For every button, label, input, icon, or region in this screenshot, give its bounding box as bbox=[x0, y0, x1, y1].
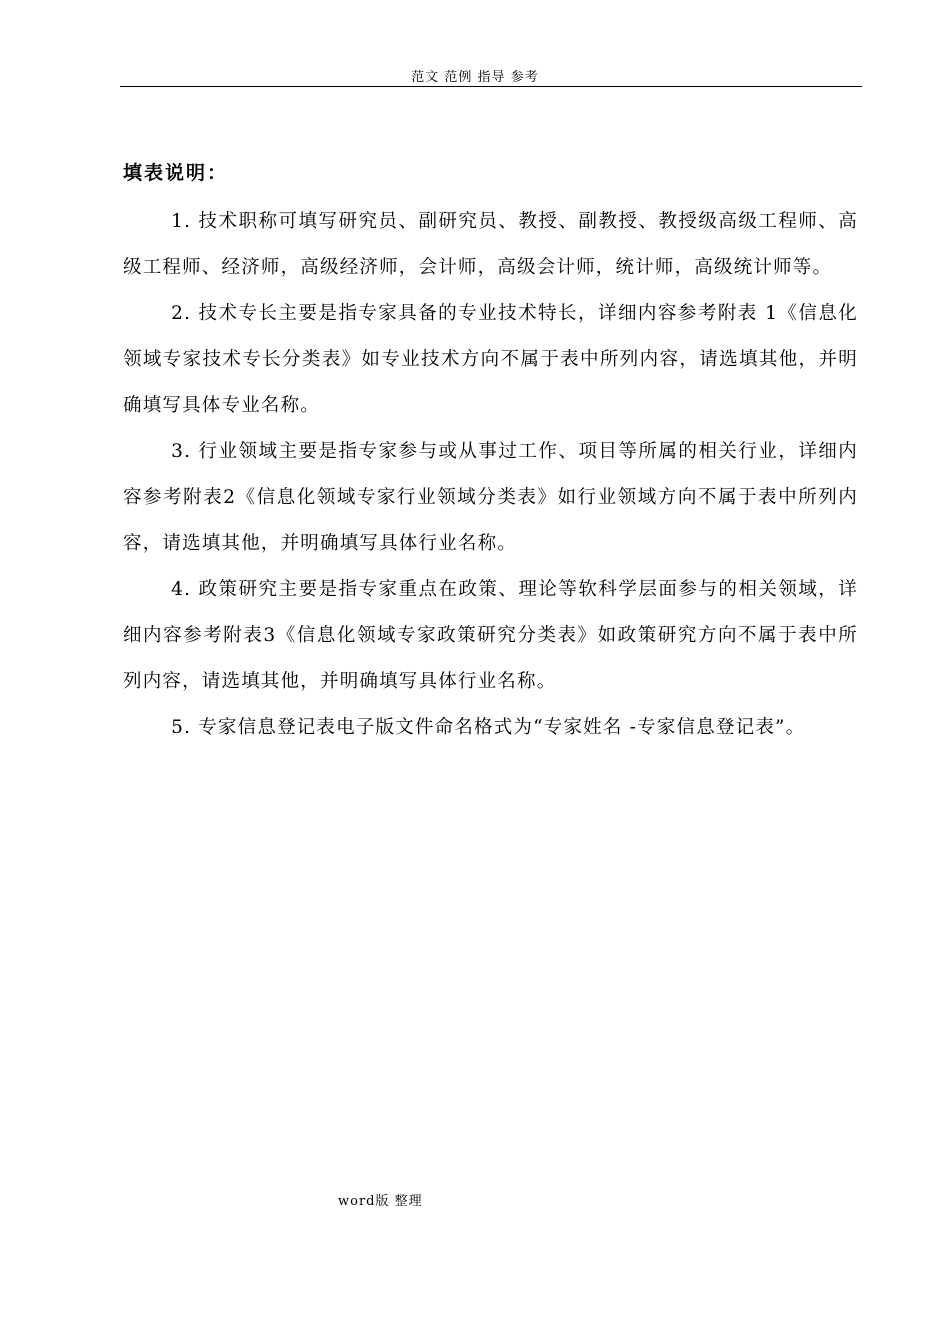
section-title: 填表说明： bbox=[123, 162, 229, 184]
instruction-paragraph-5: 5. 专家信息登记表电子版文件命名格式为“专家姓名 -专家信息登记表”。 bbox=[171, 717, 806, 738]
instruction-paragraph-1: 1. 技术职称可填写研究员、副研究员、教授、副教授、教授级高级工程师、高级工程师、经济师，高级经济师，会计师，高级会计师，统计师，高级统计师等。 bbox=[123, 211, 858, 278]
instructions-body bbox=[123, 199, 858, 751]
header-divider bbox=[120, 86, 862, 87]
instruction-paragraph-4: 4. 政策研究主要是指专家重点在政策、理论等软科学层面参与的相关领域，详细内容参考附表3《信息化领域专家政策研究分类表》如政策研究方向不属于表中所列内容，请选填其他，并明确填写具体行业名称。 bbox=[123, 579, 858, 692]
page-header: 范文 范例 指导 参考 bbox=[411, 70, 539, 85]
instruction-paragraph-3: 3. 行业领域主要是指专家参与或从事过工作、项目等所属的相关行业，详细内容参考附表2《信息化领域专家行业领域分类表》如行业领域方向不属于表中所列内容，请选填其他，并明确填写具体行业名称。 bbox=[123, 441, 858, 554]
instruction-paragraph-2: 2. 技术专长主要是指专家具备的专业技术特长，详细内容参考附表 1《信息化领域专家技术专长分类表》如专业技术方向不属于表中所列内容，请选填其他，并明确填写具体专业名称。 bbox=[123, 303, 858, 416]
page-footer: word版 整理 bbox=[338, 1194, 423, 1209]
